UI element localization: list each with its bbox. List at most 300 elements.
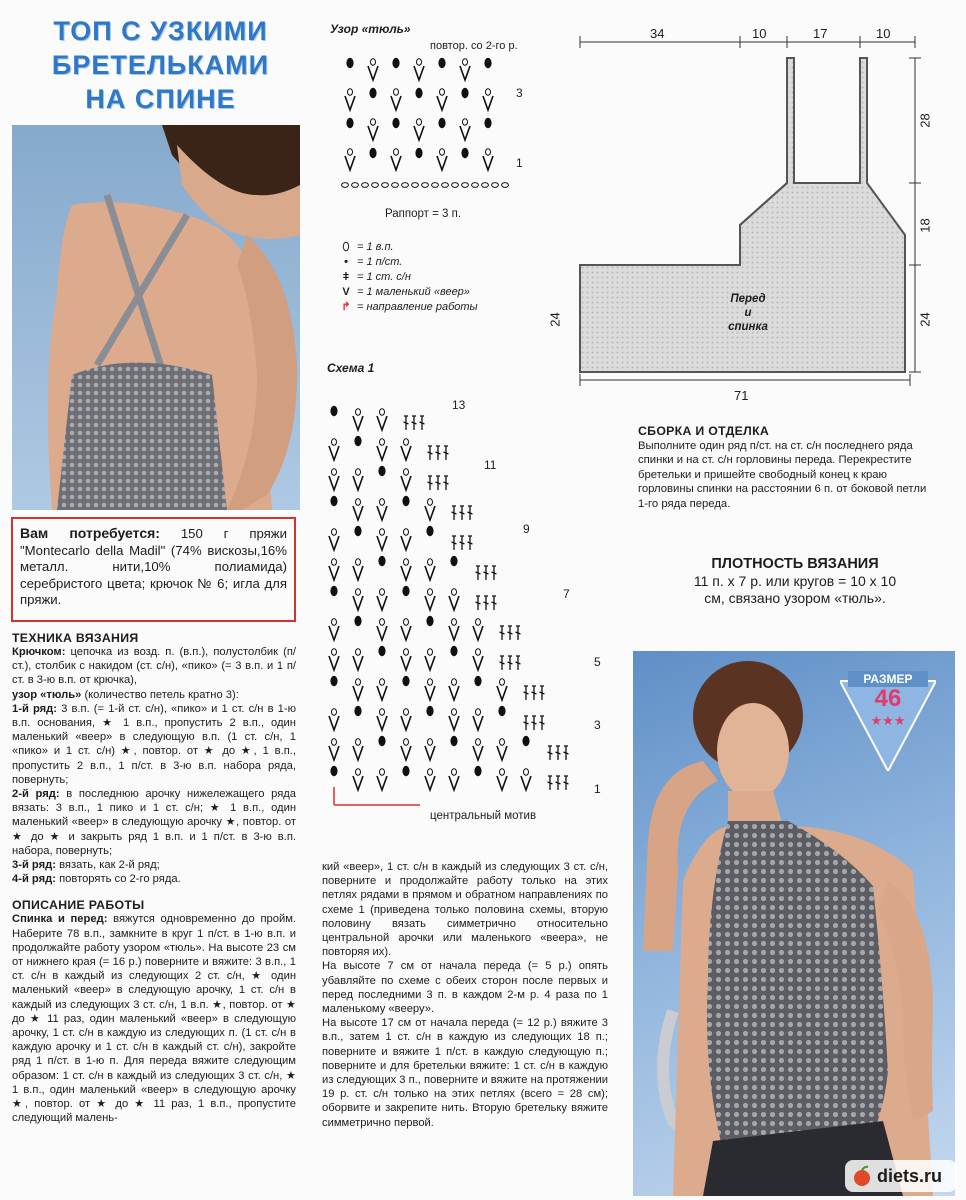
fan-symbol	[353, 566, 363, 580]
dim-top-10a: 10	[752, 26, 767, 41]
picot-symbol	[440, 89, 445, 95]
fan-symbol	[473, 716, 483, 730]
picot-symbol	[404, 709, 409, 715]
picot-symbol	[356, 469, 361, 475]
legend-item	[335, 300, 555, 315]
chain-bead-symbol	[498, 706, 505, 716]
title-line-3: НА СПИНЕ	[85, 84, 236, 114]
picot-symbol	[332, 559, 337, 565]
double-crochet-symbol	[420, 416, 425, 430]
chain-bead-symbol	[346, 58, 353, 68]
picot-symbol	[356, 589, 361, 595]
chain-bead-symbol	[450, 736, 457, 746]
legend-item	[335, 255, 555, 270]
density-section	[690, 555, 900, 607]
technique-body	[12, 645, 296, 886]
pattern-row-3: 3	[516, 86, 523, 100]
picot-symbol	[476, 649, 481, 655]
double-crochet-icon: ǂ	[342, 271, 350, 283]
site-name: diets.ru	[877, 1165, 943, 1186]
fan-symbol	[425, 566, 435, 580]
fan-symbol	[425, 656, 435, 670]
chain-bead-symbol	[354, 526, 361, 536]
picot-symbol	[428, 559, 433, 565]
picot-symbol	[452, 619, 457, 625]
double-crochet-symbol	[564, 746, 569, 760]
picot-symbol	[380, 679, 385, 685]
fan-icon: V	[342, 286, 350, 298]
picot-symbol	[380, 529, 385, 535]
picot-symbol	[380, 409, 385, 415]
legend-item	[335, 285, 555, 300]
fan-symbol	[425, 506, 435, 520]
fan-symbol	[353, 476, 363, 490]
dim-bottom-71: 71	[734, 388, 749, 403]
picot-symbol	[404, 559, 409, 565]
double-crochet-symbol	[476, 596, 481, 610]
chain-ring-symbol	[452, 183, 459, 188]
fan-symbol	[449, 626, 459, 640]
chain-bead-symbol	[522, 736, 529, 746]
fan-symbol	[425, 746, 435, 760]
fan-symbol	[329, 536, 339, 550]
picot-symbol	[380, 439, 385, 445]
chain-bead-symbol	[354, 436, 361, 446]
double-crochet-symbol	[428, 446, 433, 460]
double-crochet-symbol	[452, 506, 457, 520]
chain-bead-symbol	[402, 676, 409, 686]
assembly-heading: СБОРКА И ОТДЕЛКА	[638, 424, 770, 438]
row2-text: в последнюю арочку нижележащего ряда вязать: 3 в.п., 1 пико и 1 ст. с/н; ★ 1 в.п., один маленький «веер» в следующую арочку ★, повтор. от ★ до ★ и закрыть ряд 1 в.п. и 1 п/ст. в 3-ю в.п. набора, повернуть;	[12, 788, 296, 857]
legend-text: = 1 ст. с/н	[357, 271, 411, 283]
picot-symbol	[404, 739, 409, 745]
pattern-chart-diagram	[335, 55, 535, 195]
fan-symbol	[483, 156, 493, 170]
fan-symbol	[460, 126, 470, 140]
fan-symbol	[353, 596, 363, 610]
double-crochet-symbol	[452, 536, 457, 550]
description-heading: ОПИСАНИЕ РАБОТЫ	[12, 898, 145, 913]
fan-symbol	[497, 686, 507, 700]
title-line-2: БРЕТЕЛЬКАМИ	[51, 50, 270, 80]
chain-ring-symbol	[402, 183, 409, 188]
fan-symbol	[401, 656, 411, 670]
chain-bead-symbol	[450, 646, 457, 656]
chain-bead-symbol	[330, 496, 337, 506]
legend-text: = направление работы	[357, 301, 478, 313]
chain-ring-symbol	[492, 183, 499, 188]
size-label: РАЗМЕР	[863, 672, 913, 686]
chain-bead-symbol	[330, 766, 337, 776]
legend-text: = 1 п/ст.	[357, 256, 403, 268]
fan-symbol	[449, 686, 459, 700]
fan-symbol	[329, 476, 339, 490]
chain-ring-symbol	[362, 183, 369, 188]
double-crochet-symbol	[540, 716, 545, 730]
chain-ring-symbol	[442, 183, 449, 188]
double-crochet-symbol	[404, 416, 409, 430]
fan-symbol	[497, 746, 507, 760]
scheme1-row-13: 13	[452, 398, 466, 412]
back-view-photo	[12, 125, 300, 510]
picot-symbol	[452, 769, 457, 775]
fan-symbol	[401, 746, 411, 760]
fan-symbol	[483, 96, 493, 110]
chain-bead-symbol	[378, 466, 385, 476]
assembly-section	[638, 424, 932, 512]
legend-text: = 1 в.п.	[357, 241, 394, 253]
legend-item	[335, 240, 555, 255]
chain-bead-symbol	[330, 676, 337, 686]
picot-symbol	[394, 89, 399, 95]
picot-symbol	[404, 619, 409, 625]
fan-symbol	[345, 156, 355, 170]
double-crochet-symbol	[468, 536, 473, 550]
picot-symbol	[332, 739, 337, 745]
fan-symbol	[401, 476, 411, 490]
fan-symbol	[329, 716, 339, 730]
picot-symbol	[380, 499, 385, 505]
dim-top-34: 34	[650, 26, 665, 41]
row1-label: 1-й ряд:	[12, 702, 57, 715]
picot-symbol	[380, 619, 385, 625]
fan-symbol	[353, 776, 363, 790]
picot-symbol	[476, 739, 481, 745]
symbol-legend	[335, 240, 555, 315]
description-column-2	[322, 860, 608, 1130]
density-text: 11 п. х 7 р. или кругов = 10 х 10 см, связано узором «тюль».	[693, 573, 897, 606]
double-crochet-symbol	[516, 656, 521, 670]
double-crochet-symbol	[444, 446, 449, 460]
picot-symbol	[356, 649, 361, 655]
row2-label: 2-й ряд:	[12, 788, 60, 801]
chain-ring-symbol	[432, 183, 439, 188]
fan-symbol	[473, 746, 483, 760]
chain-bead-symbol	[426, 616, 433, 626]
picot-symbol	[404, 439, 409, 445]
double-crochet-symbol	[476, 566, 481, 580]
fan-symbol	[425, 686, 435, 700]
picot-symbol	[417, 119, 422, 125]
chain-bead-symbol	[378, 556, 385, 566]
chain-ring-symbol	[422, 183, 429, 188]
picot-symbol	[452, 679, 457, 685]
direction-arrow-icon: ↱	[341, 301, 351, 313]
picot-symbol	[428, 769, 433, 775]
double-crochet-symbol	[492, 596, 497, 610]
garment-schematic	[560, 20, 955, 410]
chain-ring-symbol	[462, 183, 469, 188]
chain-bead-symbol	[484, 58, 491, 68]
fan-symbol	[329, 566, 339, 580]
fan-symbol	[437, 96, 447, 110]
row1-text: 3 в.п. (= 1-й ст. с/н), «пико» и 1 ст. с/н в 1-ю в.п. основания, ★ 1 в.п., пропустить 2 в.п., один маленький «веер» в следующую в.п. (1 ст. с/н, 1 «пико» и 1 ст. с/н) ★, повтор. от ★ до ★, 1 в.п., пропустить 2 в.п., 1 п/ст. в 3-ю в.п. набора ряда, повернуть;	[12, 702, 296, 786]
chain-ring-symbol	[392, 183, 399, 188]
picot-symbol	[332, 709, 337, 715]
pattern-label: узор «тюль»	[12, 688, 82, 701]
fan-symbol	[368, 126, 378, 140]
picot-symbol	[440, 149, 445, 155]
picot-symbol	[371, 119, 376, 125]
chain-bead-symbol	[354, 706, 361, 716]
technique-heading: ТЕХНИКА ВЯЗАНИЯ	[12, 631, 139, 645]
double-crochet-symbol	[460, 536, 465, 550]
picot-symbol	[332, 649, 337, 655]
chain-bead-symbol	[461, 88, 468, 98]
picot-symbol	[500, 739, 505, 745]
fan-symbol	[401, 446, 411, 460]
fan-symbol	[449, 596, 459, 610]
dim-top-17: 17	[813, 26, 828, 41]
picot-symbol	[380, 769, 385, 775]
fan-symbol	[473, 656, 483, 670]
picot-symbol	[332, 469, 337, 475]
picot-symbol	[476, 709, 481, 715]
chain-bead-symbol	[354, 616, 361, 626]
chain-ring-symbol	[382, 183, 389, 188]
picot-symbol	[380, 589, 385, 595]
chain-bead-symbol	[461, 148, 468, 158]
picot-symbol	[404, 469, 409, 475]
scheme1-title: Схема 1	[327, 361, 375, 375]
fan-symbol	[497, 776, 507, 790]
picot-symbol	[332, 529, 337, 535]
picot-symbol	[500, 679, 505, 685]
chain-bead-symbol	[402, 766, 409, 776]
fan-symbol	[401, 566, 411, 580]
scheme1-row-9: 9	[523, 522, 530, 536]
fan-symbol	[329, 746, 339, 760]
page-title	[18, 14, 303, 116]
fan-symbol	[345, 96, 355, 110]
picot-symbol	[428, 679, 433, 685]
chain-bead-symbol	[450, 556, 457, 566]
schematic-label-line: спинка	[728, 321, 768, 333]
materials-text: 150 г пряжи "Montecarlo della Madil" (74% вискозы,16% металл. нити,10% полиамида) серебристого цвета; крючок № 6; игла для пряжи.	[20, 526, 287, 607]
fan-symbol	[377, 716, 387, 730]
chain-bead-symbol	[415, 88, 422, 98]
picot-symbol	[404, 649, 409, 655]
chain-bead-symbol	[392, 118, 399, 128]
title-line-1: ТОП С УЗКИМИ	[53, 16, 268, 46]
description-p3a: На высоте 17 см от начала переда (= 12 р.) вяжите 3 в.п., затем 1 ст. с/н в каждую из следующих 18 п.; поверните и вяжите 1 п/ст. в каждую следующую п.; поверните и для бретельки вяжите:	[322, 1017, 608, 1072]
double-crochet-symbol	[484, 566, 489, 580]
chain-bead-symbol	[346, 118, 353, 128]
technique-column	[12, 631, 296, 1126]
double-crochet-symbol	[444, 476, 449, 490]
fan-symbol	[353, 656, 363, 670]
pattern-row-1: 1	[516, 156, 523, 170]
double-crochet-symbol	[548, 776, 553, 790]
description-col1-text: вяжутся одновременно до пройм. Наберите 78 в.п., замкните в круг 1 п/ст. в 1-ю в.п. и продолжайте работу узором «тюль». На высоте 23 см от нижнего края (= 16 р.) поверните и вяжите: 3 в.п., 1 ст. с/н в каждый из следующих 2 ст. с/н, ★ один маленький «веер» в следующую арочку, 1 ст. с/н в каждый из следующих 3 ст. с/н, 1 в.п. ★, повтор. от ★ до ★ 11 раз, один маленький «веер» в следующую арочку, 1 ст. с/н в каждую из следующих п. (1 ст. с/н в каждую арочку и 1 ст. с/н в каждый ст. с/н), закройте ряд 1 п/ст. в 1-ю п. Для переда вяжите следующим образом: 1 ст. с/н в каждый из следующих 3 ст. с/н, ★ 1 в.п., один маленький «веер» в следующую арочку ★, повтор. от ★ до ★ 11 раз, 1 в.п., пропустите следующий малень-	[12, 913, 297, 1125]
picot-symbol	[524, 769, 529, 775]
fan-symbol	[460, 66, 470, 80]
double-crochet-symbol	[436, 476, 441, 490]
fan-symbol	[473, 626, 483, 640]
dim-right-24: 24	[917, 312, 933, 327]
size-value: 46	[874, 685, 902, 712]
double-crochet-symbol	[500, 656, 505, 670]
double-crochet-symbol	[412, 416, 417, 430]
double-crochet-symbol	[484, 596, 489, 610]
picot-symbol	[356, 739, 361, 745]
chain-bead-symbol	[474, 766, 481, 776]
double-crochet-symbol	[468, 506, 473, 520]
density-heading: ПЛОТНОСТЬ ВЯЗАНИЯ	[711, 556, 879, 572]
picot-symbol	[348, 89, 353, 95]
size-stars: ★★★	[870, 713, 906, 728]
double-crochet-symbol	[548, 746, 553, 760]
picot-symbol	[452, 589, 457, 595]
chain-bead-symbol	[392, 58, 399, 68]
row4-text: повторять со 2-го ряда.	[59, 873, 181, 886]
row3-label: 3-й ряд:	[12, 859, 56, 872]
fan-symbol	[377, 626, 387, 640]
fan-symbol	[353, 746, 363, 760]
chain-bead-symbol	[426, 526, 433, 536]
picot-symbol	[463, 59, 468, 65]
fan-symbol	[329, 446, 339, 460]
fan-symbol	[391, 156, 401, 170]
picot-symbol	[428, 499, 433, 505]
chain-bead-symbol	[438, 58, 445, 68]
legend-item	[335, 270, 555, 285]
scheme1-row-7: 7	[563, 587, 570, 601]
pattern-repeat-note: повтор. со 2-го р.	[430, 40, 518, 52]
fan-symbol	[353, 686, 363, 700]
picot-symbol	[332, 619, 337, 625]
chain-ring-symbol	[482, 183, 489, 188]
pattern-text: (количество петель кратно 3):	[84, 688, 239, 701]
fan-symbol	[329, 656, 339, 670]
fan-symbol	[414, 66, 424, 80]
schematic-label-line: Перед	[730, 293, 766, 305]
picot-symbol	[380, 709, 385, 715]
rapport-label: Раппорт = 3 п.	[385, 208, 462, 220]
back-front-label: Спинка и перед:	[12, 913, 108, 926]
scheme1-row-11: 11	[484, 458, 497, 472]
chain-bead-symbol	[378, 646, 385, 656]
fan-symbol	[425, 776, 435, 790]
double-crochet-symbol	[460, 506, 465, 520]
double-crochet-symbol	[516, 626, 521, 640]
double-crochet-symbol	[556, 746, 561, 760]
row4-label: 4-й ряд:	[12, 873, 56, 886]
picot-symbol	[463, 119, 468, 125]
picot-symbol	[428, 649, 433, 655]
double-crochet-symbol	[532, 686, 537, 700]
double-crochet-symbol	[556, 776, 561, 790]
picot-symbol	[356, 559, 361, 565]
row3-text: вязать, как 2-й ряд;	[59, 859, 160, 872]
fan-symbol	[353, 506, 363, 520]
fan-symbol	[449, 776, 459, 790]
apple-icon	[851, 1165, 873, 1187]
fan-symbol	[353, 416, 363, 430]
chain-bead-symbol	[484, 118, 491, 128]
double-crochet-symbol	[428, 476, 433, 490]
picot-symbol	[356, 499, 361, 505]
double-crochet-symbol	[524, 716, 529, 730]
assembly-text: Выполните один ряд п/ст. на ст. с/н последнего ряда спинки и на ст. с/н горловины переда. Перекрестите бретельки и пришейте свободный конец к краю горловины спинки на расстоянии 6 п. от боковой петли 1-го ряда переда.	[638, 439, 927, 510]
picot-symbol	[428, 739, 433, 745]
materials-box	[11, 517, 296, 622]
fan-symbol	[425, 596, 435, 610]
picot-symbol	[332, 439, 337, 445]
chain-bead-symbol	[369, 88, 376, 98]
double-crochet-symbol	[508, 656, 513, 670]
central-motif-label: центральный мотив	[430, 810, 537, 822]
chain-bead-symbol	[378, 736, 385, 746]
chain-bead-symbol	[438, 118, 445, 128]
double-crochet-symbol	[532, 716, 537, 730]
chain-ring-symbol	[342, 183, 349, 188]
fan-symbol	[377, 446, 387, 460]
chain-ring-symbol	[412, 183, 419, 188]
fan-symbol	[437, 156, 447, 170]
double-crochet-symbol	[540, 686, 545, 700]
chain-bead-symbol	[402, 496, 409, 506]
fan-symbol	[368, 66, 378, 80]
picot-symbol	[356, 769, 361, 775]
double-crochet-symbol	[492, 566, 497, 580]
fan-symbol	[329, 626, 339, 640]
picot-symbol	[371, 59, 376, 65]
materials-heading: Вам потребуется:	[20, 525, 160, 541]
scheme1-row-1: 1	[594, 782, 601, 796]
double-crochet-symbol	[500, 626, 505, 640]
fan-symbol	[401, 716, 411, 730]
chain-bead-symbol	[369, 148, 376, 158]
pattern-chart-title: Узор «тюль»	[330, 22, 411, 36]
fan-symbol	[377, 776, 387, 790]
dim-top-10b: 10	[876, 26, 891, 41]
chain-ring-symbol	[472, 183, 479, 188]
site-watermark	[845, 1160, 957, 1192]
double-crochet-symbol	[436, 446, 441, 460]
picot-symbol	[500, 769, 505, 775]
fan-symbol	[521, 776, 531, 790]
schematic-label-line: и	[744, 307, 752, 319]
fan-symbol	[377, 506, 387, 520]
description-p1: кий «веер», 1 ст. с/н в каждый из следующих 3 ст. с/н, поверните и продолжайте работу только на этих петлях рядами в прямом и обратном направлениях по схеме 1 (приведена только половина схемы, вторую половину вязать симметрично относительно центральной арочки или маленького «веера», не повторяя их).	[322, 861, 608, 959]
slip-stitch-icon: •	[344, 256, 348, 268]
description-p3b: 1 ст. с/н в каждую из следующих 3 п., поверните и вяжите на протяжении 19 р. ст. с/н только на этих петлях (всего = 28 см); оборвите и закрепите нить. Вторую бретельку вяжите симметрично первой.	[322, 1059, 608, 1129]
fan-symbol	[377, 416, 387, 430]
fan-symbol	[377, 536, 387, 550]
fan-symbol	[377, 686, 387, 700]
chain-bead-symbol	[330, 406, 337, 416]
schematic-label	[718, 292, 778, 334]
picot-symbol	[394, 149, 399, 155]
fan-symbol	[377, 596, 387, 610]
chain-ring-symbol	[372, 183, 379, 188]
dim-right-18: 18	[917, 218, 933, 233]
double-crochet-symbol	[508, 626, 513, 640]
picot-symbol	[486, 89, 491, 95]
hook-text: цепочка из возд. п. (в.п.), полустолбик (п/ст.), столбик с накидом (ст. с/н), «пико» (= 3 в.п. и 1 п/ст. в 3-ю в.п. от крючка),	[12, 646, 297, 687]
legend-text: = 1 маленький «веер»	[357, 286, 470, 298]
fan-symbol	[414, 126, 424, 140]
picot-symbol	[404, 529, 409, 535]
chain-ring-symbol	[502, 183, 509, 188]
scheme1-row-3: 3	[594, 718, 601, 732]
fan-symbol	[391, 96, 401, 110]
chain-ring-symbol	[352, 183, 359, 188]
dim-right-28: 28	[917, 113, 933, 128]
chain-icon: ⬯	[342, 241, 350, 253]
picot-symbol	[452, 709, 457, 715]
